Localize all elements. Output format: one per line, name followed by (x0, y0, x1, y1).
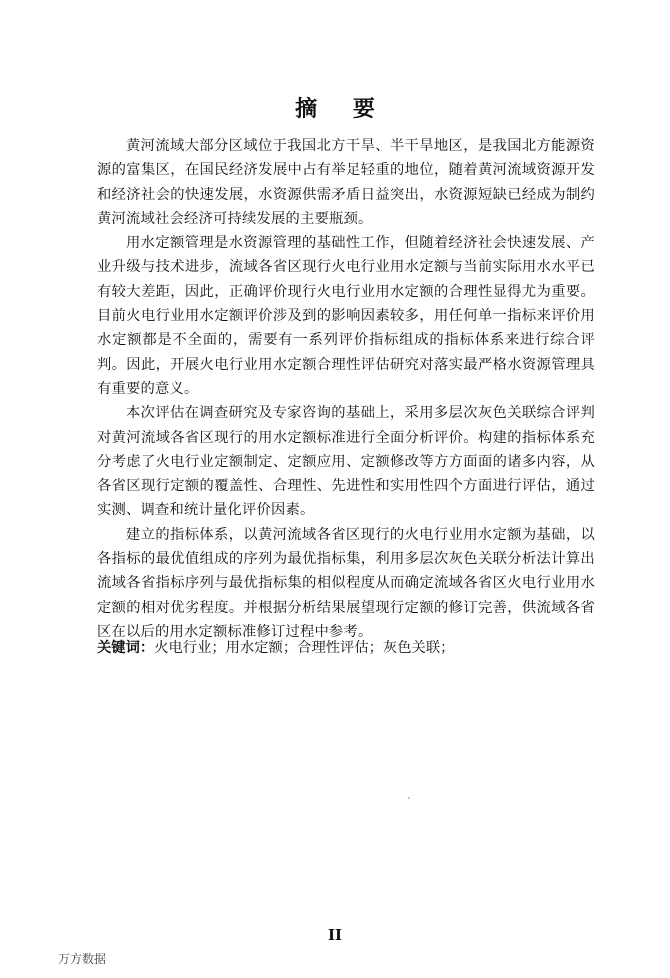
abstract-body (97, 134, 595, 644)
scan-speck (408, 797, 410, 799)
abstract-paragraph-1: 黄河流域大部分区域位于我国北方干旱、半干旱地区，是我国北方能源资源的富集区，在国民经济发展中占有举足轻重的地位，随着黄河流域资源开发和经济社会的快速发展，水资源供需矛盾日益突出，水资源短缺已经成为制约黄河流域社会经济可持续发展的主要瓶颈。 (97, 138, 595, 227)
abstract-paragraph-4: 建立的指标体系，以黄河流域各省区现行的火电行业用水定额为基础，以各指标的最优值组成的序列为最优指标集，利用多层次灰色关联分析法计算出流域各省指标序列与最优指标集的相似程度从而确定流域各省区火电行业用水定额的相对优劣程度。并根据分析结果展望现行定额的修订完善，供流域各省区在以后的用水定额标准修订过程中参考。 (97, 526, 595, 640)
keywords-line (97, 636, 595, 660)
abstract-paragraph-2: 用水定额管理是水资源管理的基础性工作，但随着经济社会快速发展、产业升级与技术进步，流域各省区现行火电行业用水定额与当前实际用水水平已有较大差距，因此，正确评价现行火电行业用水定额的合理性显得尤为重要。目前火电行业用水定额评价涉及到的影响因素较多，用任何单一指标来评价用水定额都是不全面的，需要有一系列评价指标组成的指标体系来进行综合评判。因此，开展火电行业用水定额合理性评估研究对落实最严格水资源管理具有重要的意义。 (97, 235, 595, 397)
page-number: II (327, 926, 343, 944)
watermark-text: 万方数据 (58, 952, 107, 966)
page-title: 摘 要 (295, 97, 389, 122)
keywords-text: 火电行业；用水定额；合理性评估；灰色关联； (154, 640, 455, 656)
abstract-paragraph-3: 本次评估在调查研究及专家咨询的基础上，采用多层次灰色关联综合评判对黄河流域各省区现行的用水定额标准进行全面分析评价。构建的指标体系充分考虑了火电行业定额制定、定额应用、定额修改等方方面面的诸多内容，从各省区现行定额的覆盖性、合理性、先进性和实用性四个方面进行评估，通过实测、调查和统计量化评价因素。 (97, 405, 595, 519)
keywords-label: 关键词： (97, 640, 155, 656)
